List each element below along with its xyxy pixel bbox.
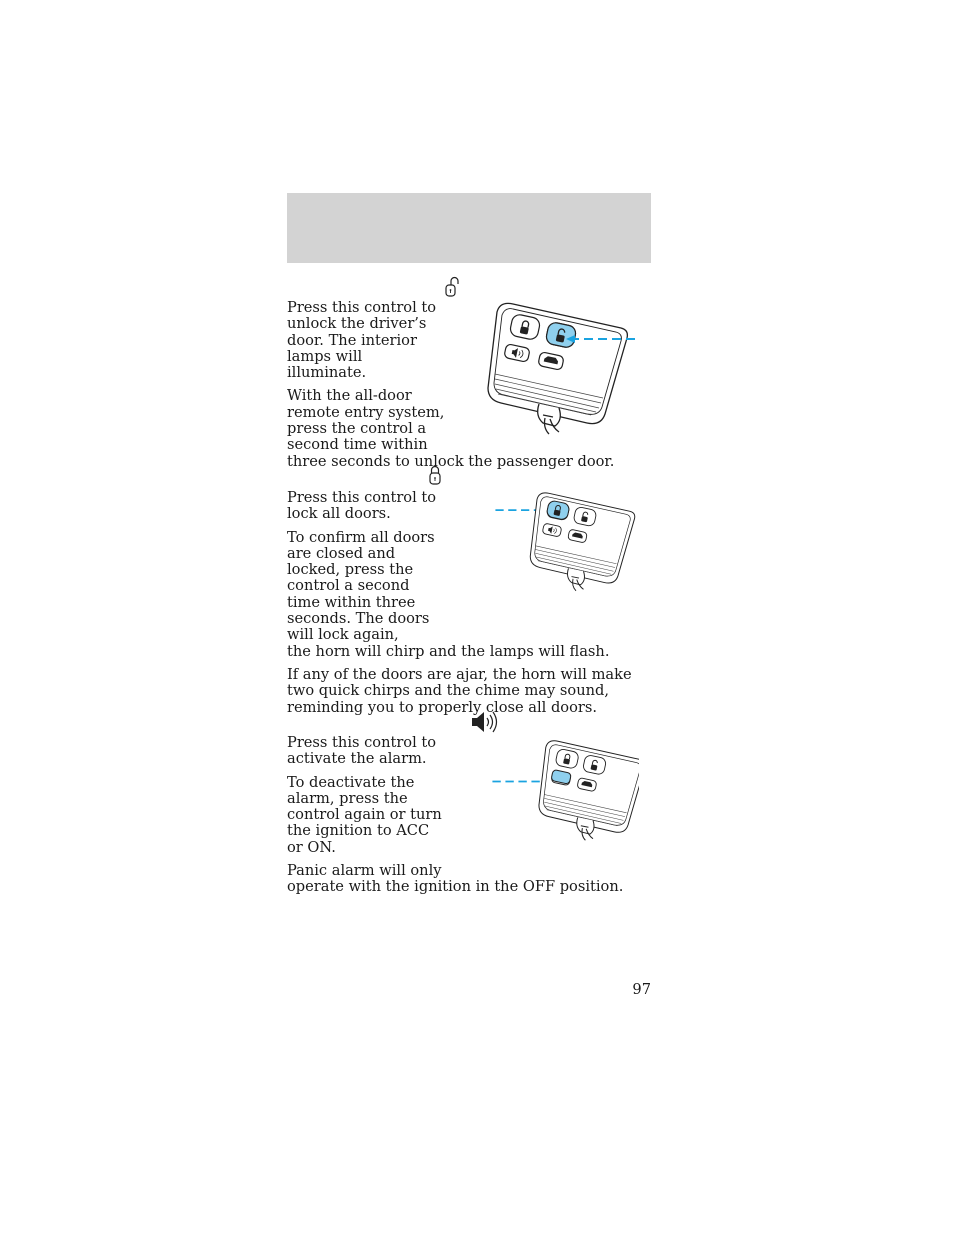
paragraph: To confirm all doors are closed and locked, press the control a second time within three seconds. The doors will lock again, xyxy=(287,528,435,644)
header-band xyxy=(287,193,651,263)
remote-fob-unlock xyxy=(480,302,645,448)
remote-fob-panic xyxy=(487,736,639,866)
paragraph: Panic alarm will only xyxy=(287,862,442,880)
paragraph: Press this control to unlock the driver’s door. The interior lamps will illuminate. xyxy=(287,299,437,382)
paragraph: Press this control to activate the alarm. xyxy=(287,734,437,768)
section-panic xyxy=(287,708,651,904)
paragraph: Press this control to lock all doors. xyxy=(287,489,437,523)
paragraph: the horn will chirp and the lamps will flash. xyxy=(287,642,610,660)
paragraph: operate with the ignition in the OFF position. xyxy=(287,878,624,896)
paragraph: If any of the doors are ajar, the horn will make two quick chirps and the chime may sound, reminding you to properly close all doors. xyxy=(287,665,632,716)
unlock-icon xyxy=(443,276,461,300)
section-lock xyxy=(287,464,651,716)
paragraph: To deactivate the alarm, press the control again or turn the ignition to ACC or ON. xyxy=(287,773,442,856)
page-number: 97 xyxy=(632,981,651,998)
speaker-icon xyxy=(470,710,498,734)
paragraph: With the all-door remote entry system, press the control a second time within xyxy=(287,387,445,454)
section-unlock xyxy=(287,276,651,470)
paragraph: three seconds to unlock the passenger door. xyxy=(287,452,615,470)
lock-icon xyxy=(428,464,442,488)
remote-fob-lock xyxy=(489,490,639,618)
